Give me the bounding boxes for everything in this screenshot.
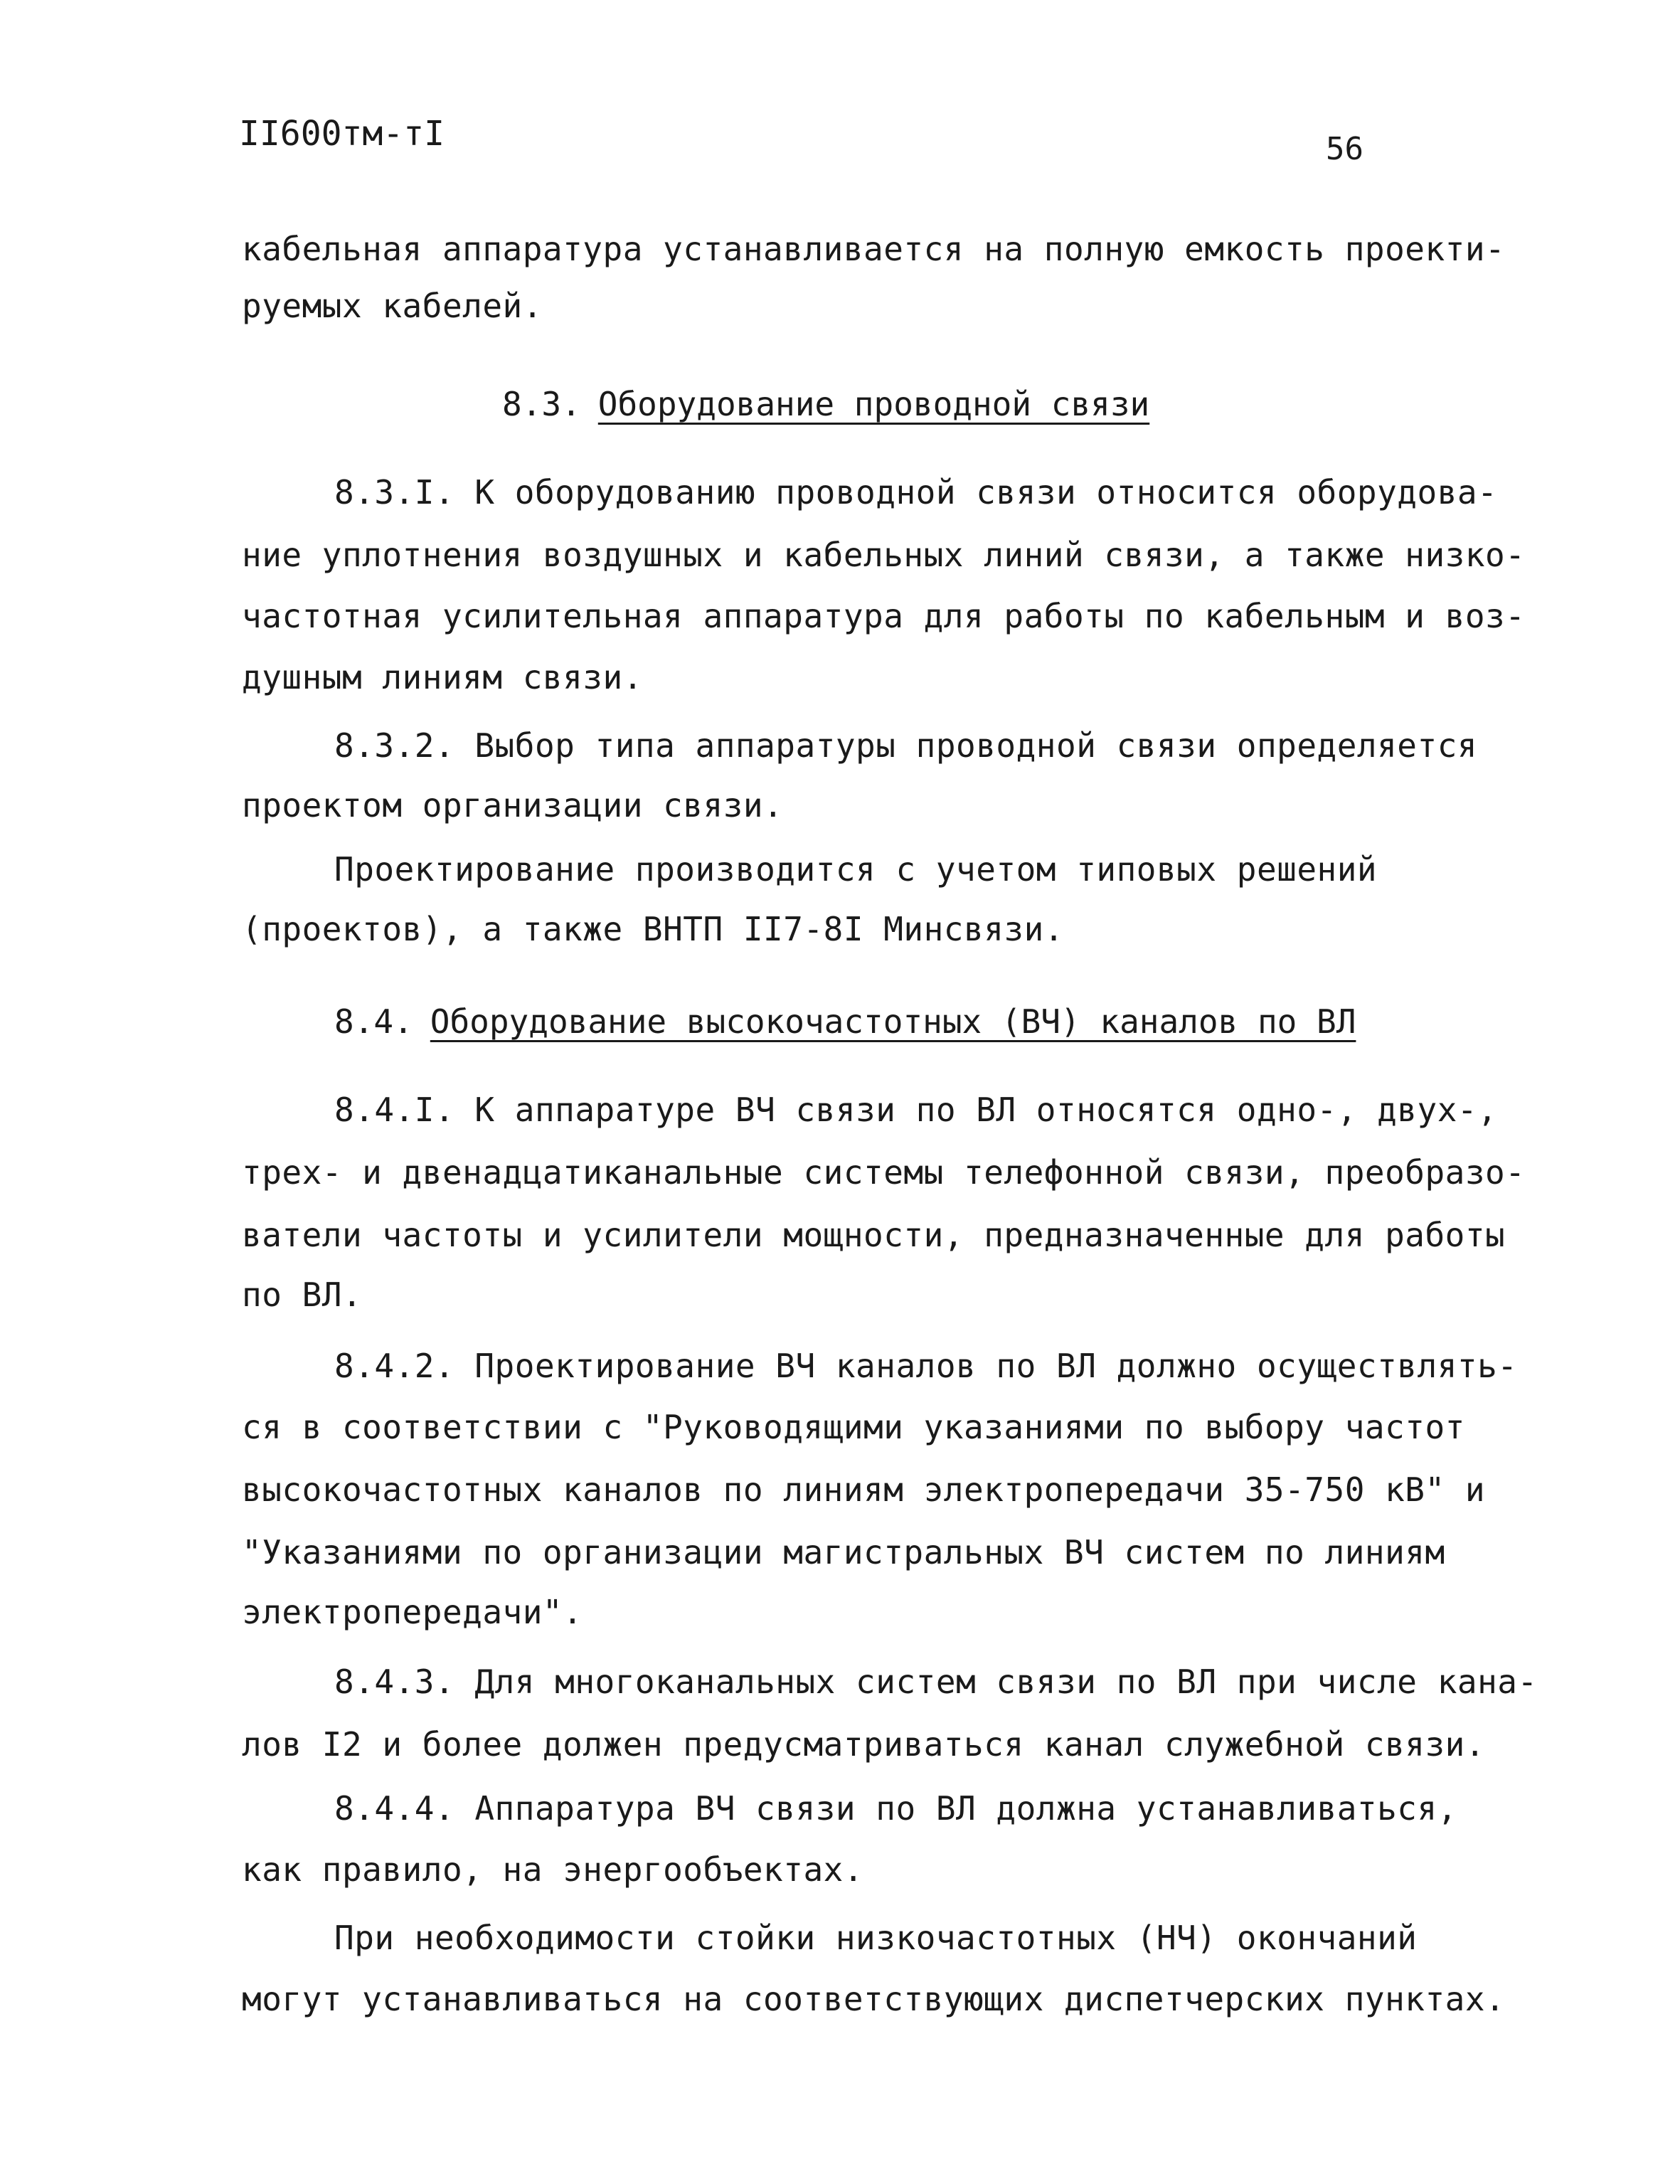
text-line: 8.3.I. К оборудованию проводной связи относится оборудова- bbox=[334, 473, 1498, 511]
section-title: Оборудование проводной связи bbox=[597, 385, 1150, 423]
text-line: проектом организации связи. bbox=[242, 786, 784, 825]
text-line: 8.4.3. Для многоканальных систем связи по ВЛ при числе кана- bbox=[334, 1663, 1538, 1701]
page-number: 56 bbox=[1326, 131, 1363, 167]
text-line: При необходимости стойки низкочастотных (НЧ) окончаний bbox=[334, 1919, 1418, 1957]
text-line: 8.3.2. Выбор типа аппаратуры проводной связи определяется bbox=[334, 726, 1478, 765]
section-heading-8-4 bbox=[334, 1000, 1356, 1043]
text-line: лов I2 и более должен предусматриваться канал служебной связи. bbox=[242, 1725, 1486, 1764]
text-line: ся в соответствии с "Руководящими указаниями по выбору частот bbox=[242, 1408, 1465, 1446]
section-heading-8-3 bbox=[502, 383, 1149, 425]
document-code: II600тм-тI bbox=[239, 114, 445, 154]
text-line: высокочастотных каналов по линиям электропередачи 35-750 кВ" и bbox=[242, 1470, 1486, 1509]
text-line: как правило, на энергообъектах. bbox=[242, 1850, 864, 1889]
text-line: по ВЛ. bbox=[242, 1276, 363, 1314]
text-line: могут устанавливаться на соответствующих диспетчерских пунктах. bbox=[242, 1980, 1506, 2018]
text-line: Проектирование производится с учетом типовых решений bbox=[334, 850, 1378, 889]
text-line: кабельная аппаратура устанавливается на полную емкость проекти- bbox=[242, 230, 1506, 268]
text-line: ние уплотнения воздушных и кабельных линий связи, а также низко- bbox=[242, 536, 1526, 574]
text-line: 8.4.2. Проектирование ВЧ каналов по ВЛ должно осуществлять- bbox=[334, 1347, 1518, 1385]
text-line: (проектов), а также ВНТП II7-8I Минсвязи. bbox=[242, 910, 1064, 948]
section-number: 8.4. bbox=[334, 1002, 413, 1041]
text-line: трех- и двенадцатиканальные системы телефонной связи, преобразо- bbox=[242, 1153, 1526, 1192]
text-line: 8.4.4. Аппаратура ВЧ связи по ВЛ должна устанавливаться, bbox=[334, 1789, 1457, 1828]
text-line: ватели частоты и усилители мощности, предназначенные для работы bbox=[242, 1216, 1506, 1254]
text-line: электропередачи". bbox=[242, 1593, 583, 1631]
text-line: частотная усилительная аппаратура для работы по кабельным и воз- bbox=[242, 597, 1526, 635]
text-line: руемых кабелей. bbox=[242, 287, 543, 325]
text-line: душным линиям связи. bbox=[242, 658, 643, 696]
text-line: 8.4.I. К аппаратуре ВЧ связи по ВЛ относятся одно-, двух-, bbox=[334, 1091, 1498, 1129]
section-number: 8.3. bbox=[502, 385, 581, 423]
text-line: "Указаниями по организации магистральных ВЧ систем по линиям bbox=[242, 1533, 1445, 1571]
section-title: Оборудование высокочастотных (ВЧ) каналов по ВЛ bbox=[430, 1002, 1356, 1041]
